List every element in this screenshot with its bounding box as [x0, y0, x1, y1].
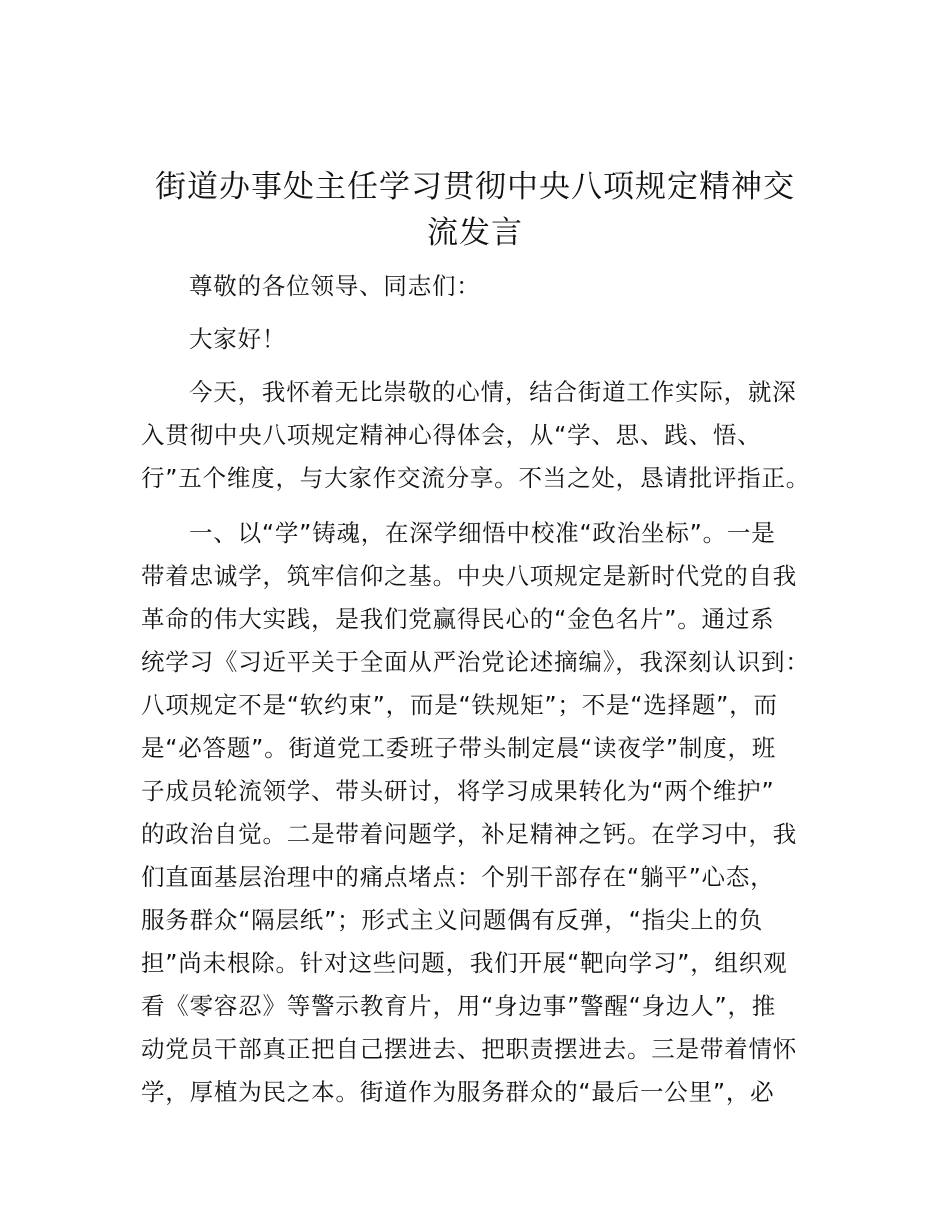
- paragraph-line: 一、以“学”铸魂，在深学细悟中校准“政治坐标”。一是: [189, 519, 776, 547]
- paragraph-line: 统学习《习近平关于全面从严治党论述摘编》，我深刻认识到：: [141, 648, 810, 676]
- paragraph-line: 入贯彻中央八项规定精神心得体会，从“学、思、践、悟、: [141, 421, 762, 449]
- paragraph-line: 的政治自觉。二是带着问题学，补足精神之钙。在学习中，我: [141, 820, 798, 848]
- paragraph-line: 动党员干部真正把自己摆进去、把职责摆进去。三是带着情怀: [141, 1035, 798, 1063]
- paragraph-line: 担”尚未根除。针对这些问题，我们开展“靶向学习”，组织观: [141, 949, 788, 977]
- greeting-paragraph: [141, 265, 821, 308]
- paragraph-line: 带着忠诚学，筑牢信仰之基。中央八项规定是新时代党的自我: [141, 562, 798, 590]
- hello-paragraph: [141, 318, 821, 361]
- paragraph-line: 革命的伟大实践，是我们党赢得民心的“金色名片”。通过系: [141, 605, 775, 633]
- title-line-2: 流发言: [427, 215, 523, 251]
- paragraph-line: 们直面基层治理中的痛点堵点：个别干部存在“躺平”心态，: [141, 863, 775, 891]
- document-title: [130, 164, 820, 256]
- paragraph-line: 看《零容忍》等警示教育片，用“身边事”警醒“身边人”，推: [141, 992, 777, 1020]
- paragraph-line: 八项规定不是“软约束”，而是“铁规矩”；不是“选择题”，而: [141, 691, 778, 719]
- hello-text: 大家好！: [189, 325, 287, 353]
- intro-paragraph: [141, 371, 821, 500]
- title-line-1: 街道办事处主任学习贯彻中央八项规定精神交: [155, 169, 795, 205]
- paragraph-line: 今天，我怀着无比崇敬的心情，结合街道工作实际，就深: [189, 378, 797, 406]
- paragraph-line: 是“必答题”。街道党工委班子带头制定晨“读夜学”制度，班: [141, 734, 777, 762]
- greeting-text: 尊敬的各位领导、同志们：: [189, 272, 481, 300]
- paragraph-line: 服务群众“隔层纸”；形式主义问题偶有反弹，“指尖上的负: [141, 906, 764, 934]
- paragraph-line: 学，厚植为民之本。街道作为服务群众的“最后一公里”，必: [141, 1078, 775, 1106]
- paragraph-line: 行”五个维度，与大家作交流分享。不当之处，恳请批评指正。: [141, 464, 811, 492]
- section-one-paragraph: [141, 512, 821, 1114]
- paragraph-line: 子成员轮流领学、带头研讨，将学习成果转化为“两个维护”: [141, 777, 775, 805]
